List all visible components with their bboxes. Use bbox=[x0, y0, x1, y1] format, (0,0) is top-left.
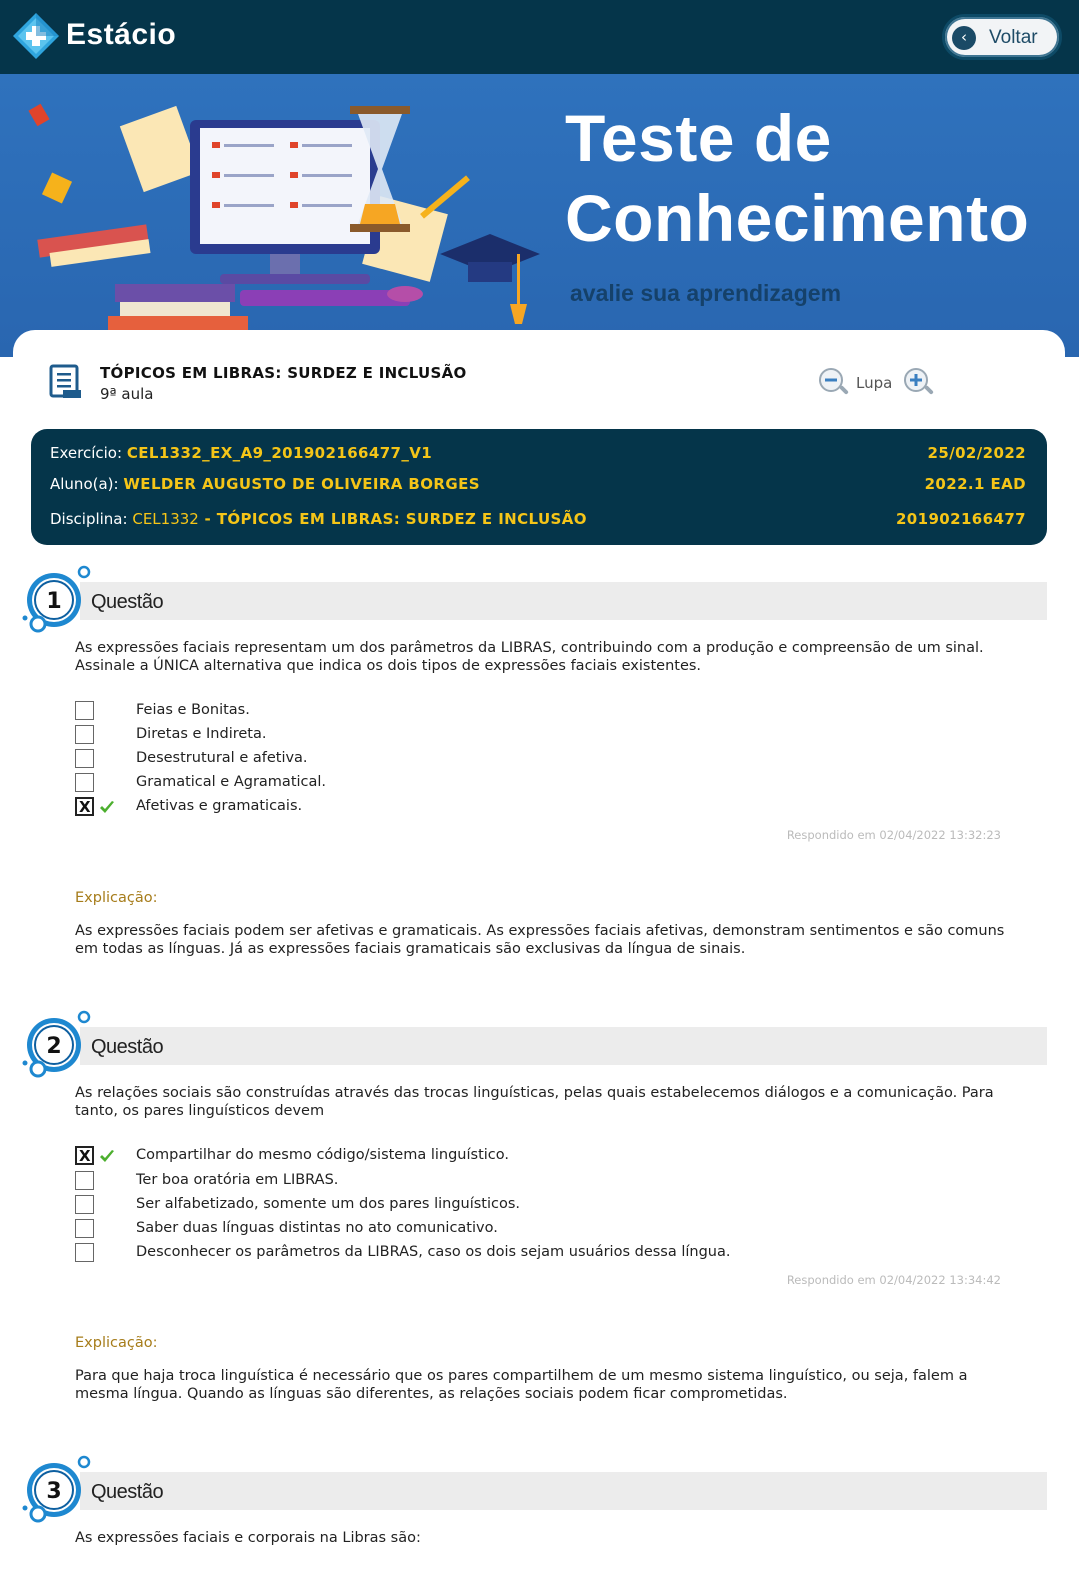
correct-check-icon bbox=[99, 799, 115, 815]
answer-option[interactable] bbox=[75, 1171, 975, 1193]
top-bar bbox=[0, 0, 1079, 74]
banner-subtitle: avalie sua aprendizagem bbox=[570, 280, 842, 306]
option-text: Ter boa oratória em LIBRAS. bbox=[136, 1172, 339, 1188]
option-text: Compartilhar do mesmo código/sistema linguístico. bbox=[136, 1147, 509, 1163]
question-header-bar bbox=[80, 1027, 1047, 1065]
zoom-in-icon[interactable] bbox=[903, 367, 935, 399]
student-label: Aluno(a): bbox=[50, 475, 119, 493]
explanation-label: Explicação: bbox=[75, 1335, 158, 1351]
question-number: 2 bbox=[46, 1034, 62, 1059]
estacio-logo-icon bbox=[12, 12, 60, 60]
question-number-badge-icon bbox=[20, 1007, 98, 1087]
option-checkbox[interactable] bbox=[75, 1243, 94, 1262]
discipline-row bbox=[50, 510, 587, 528]
question-header-bar bbox=[80, 1472, 1047, 1510]
lesson-number: 9ª aula bbox=[100, 385, 154, 403]
discipline-label: Disciplina: bbox=[50, 510, 128, 528]
answer-option[interactable] bbox=[75, 749, 975, 771]
explanation-label: Explicação: bbox=[75, 890, 158, 906]
answer-option[interactable] bbox=[75, 1195, 975, 1217]
question-label: Questão bbox=[91, 1481, 164, 1503]
answer-option[interactable] bbox=[75, 701, 975, 723]
option-text: Gramatical e Agramatical. bbox=[136, 774, 327, 790]
question-number: 3 bbox=[46, 1479, 62, 1504]
answered-timestamp: Respondido em 02/04/2022 13:32:23 bbox=[786, 828, 1001, 842]
answered-timestamp: Respondido em 02/04/2022 13:34:42 bbox=[786, 1273, 1001, 1287]
option-text: Diretas e Indireta. bbox=[136, 726, 267, 742]
banner bbox=[0, 74, 1079, 357]
answer-option[interactable] bbox=[75, 725, 975, 747]
banner-title-line1: Teste de bbox=[565, 101, 832, 175]
answer-option[interactable] bbox=[75, 1243, 975, 1265]
discipline-code: CEL1332 bbox=[132, 510, 199, 528]
document-list-icon bbox=[49, 364, 83, 400]
zoom-out-icon[interactable] bbox=[818, 367, 850, 399]
discipline-name: - TÓPICOS EM LIBRAS: SURDEZ E INCLUSÃO bbox=[198, 510, 587, 528]
option-checkbox[interactable] bbox=[75, 725, 94, 744]
back-button[interactable] bbox=[942, 14, 1062, 60]
zoom-label: Lupa bbox=[856, 374, 893, 392]
option-checkbox[interactable] bbox=[75, 701, 94, 720]
option-text: Saber duas línguas distintas no ato comunicativo. bbox=[136, 1220, 498, 1236]
option-text: Ser alfabetizado, somente um dos pares linguísticos. bbox=[136, 1196, 521, 1212]
answer-option-selected[interactable] bbox=[75, 1146, 975, 1168]
student-row bbox=[50, 475, 480, 493]
exercise-code: CEL1332_EX_A9_201902166477_V1 bbox=[126, 444, 433, 462]
question-number: 1 bbox=[46, 589, 62, 614]
question-text: As relações sociais são construídas através das trocas linguísticas, pelas quais estabelecemos diálogos e a comunicação. Para tanto, os pares linguísticos devem bbox=[75, 1085, 994, 1119]
option-checkbox[interactable] bbox=[75, 1219, 94, 1238]
exercise-info-box bbox=[31, 429, 1047, 545]
option-checkbox-checked[interactable] bbox=[75, 1146, 94, 1165]
option-checkbox[interactable] bbox=[75, 1171, 94, 1190]
back-button-label: Voltar bbox=[989, 27, 1038, 48]
question-header-bar bbox=[80, 582, 1047, 620]
exercise-label: Exercício: bbox=[50, 444, 123, 462]
question-label: Questão bbox=[91, 591, 164, 613]
option-checkbox[interactable] bbox=[75, 773, 94, 792]
answer-option[interactable] bbox=[75, 1219, 975, 1241]
option-text: Desestrutural e afetiva. bbox=[136, 750, 308, 766]
banner-title-line2: Conhecimento bbox=[565, 181, 1030, 255]
term: 2022.1 EAD bbox=[924, 475, 1026, 493]
answer-option-selected[interactable] bbox=[75, 797, 975, 819]
question-text: As expressões faciais representam um dos parâmetros da LIBRAS, contribuindo com a produção e compreensão de um sinal. Assinale a ÚNICA alternativa que indica os dois tipos de expressões faciais existentes. bbox=[75, 640, 984, 674]
question-label: Questão bbox=[91, 1036, 164, 1058]
question-text: As expressões faciais e corporais na Libras são: bbox=[75, 1530, 421, 1546]
explanation-text: As expressões faciais podem ser afetivas e gramaticais. As expressões faciais afetivas, demonstram sentimentos e são comuns em todas as línguas. Já as expressões faciais gramaticais são exclusivas da língua de sinais. bbox=[75, 923, 1005, 957]
student-name: WELDER AUGUSTO DE OLIVEIRA BORGES bbox=[123, 475, 480, 493]
option-text: Desconhecer os parâmetros da LIBRAS, caso os dois sejam usuários dessa língua. bbox=[136, 1244, 731, 1260]
quiz-illustration-icon bbox=[20, 94, 550, 344]
chevron-left-icon: ‹ bbox=[952, 26, 976, 50]
correct-check-icon bbox=[99, 1148, 115, 1164]
question-number-badge-icon bbox=[20, 1452, 98, 1532]
option-checkbox-checked[interactable] bbox=[75, 797, 94, 816]
option-text: Afetivas e gramaticais. bbox=[136, 798, 303, 814]
option-text: Feias e Bonitas. bbox=[136, 702, 250, 718]
option-checkbox[interactable] bbox=[75, 1195, 94, 1214]
course-title: TÓPICOS EM LIBRAS: SURDEZ E INCLUSÃO bbox=[100, 364, 467, 382]
exercise-date: 25/02/2022 bbox=[927, 444, 1026, 462]
registration-number: 201902166477 bbox=[895, 510, 1026, 528]
question-number-badge-icon bbox=[20, 562, 98, 642]
exercise-row bbox=[50, 444, 432, 462]
answer-option[interactable] bbox=[75, 773, 975, 795]
brand-name: Estácio bbox=[66, 18, 177, 51]
explanation-text: Para que haja troca linguística é necessário que os pares compartilhem de um mesmo sistema linguístico, ou seja, falem a mesma língua. Quando as línguas são diferentes, as relações sociais podem ficar comprometidas. bbox=[75, 1368, 968, 1402]
option-checkbox[interactable] bbox=[75, 749, 94, 768]
